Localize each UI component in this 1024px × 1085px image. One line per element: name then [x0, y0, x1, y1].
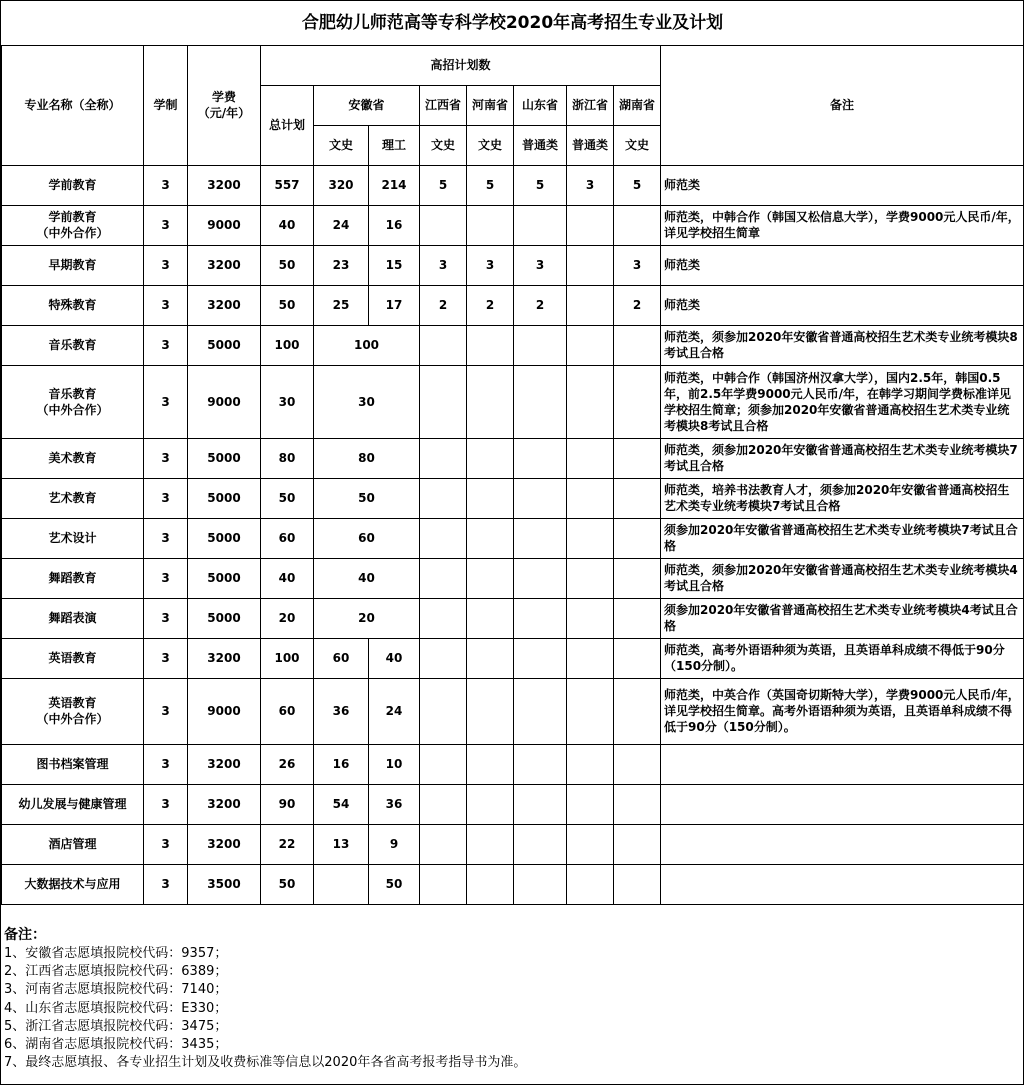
total-plan-cell: 557 [261, 165, 314, 205]
table-row [2, 285, 1024, 325]
hunan-cell [614, 205, 661, 245]
table-row [2, 438, 1024, 478]
years-cell: 3 [144, 165, 188, 205]
henan-cell [467, 744, 514, 784]
shandong-cell [514, 325, 567, 365]
henan-cell [467, 824, 514, 864]
major-name-cell [2, 638, 144, 678]
major-name-cell [2, 438, 144, 478]
table-row [2, 325, 1024, 365]
fee-cell: 3200 [188, 824, 261, 864]
years-cell: 3 [144, 784, 188, 824]
remark-cell: 师范类 [661, 285, 1024, 325]
total-plan-cell: 20 [261, 598, 314, 638]
header-fee [188, 45, 261, 165]
henan-cell: 3 [467, 245, 514, 285]
hunan-cell [614, 478, 661, 518]
major-name-cell [2, 518, 144, 558]
header-zhejiang: 浙江省 [567, 85, 614, 125]
henan-cell [467, 784, 514, 824]
total-plan-cell: 50 [261, 245, 314, 285]
shandong-cell [514, 558, 567, 598]
major-name: 早期教育 [48, 258, 97, 272]
header-years: 学制 [144, 45, 188, 165]
fee-cell: 3200 [188, 638, 261, 678]
table-row [2, 478, 1024, 518]
jiangxi-cell [420, 824, 467, 864]
anhui-ligong-cell: 15 [369, 245, 420, 285]
header-shandong: 山东省 [514, 85, 567, 125]
jiangxi-cell [420, 744, 467, 784]
anhui-merged-cell: 20 [314, 598, 420, 638]
shandong-cell [514, 784, 567, 824]
total-plan-cell: 60 [261, 678, 314, 744]
anhui-merged-cell: 100 [314, 325, 420, 365]
header-hunan: 湖南省 [614, 85, 661, 125]
note-line: 4、山东省志愿填报院校代码：E330； [4, 1000, 228, 1016]
header-zhejiang-putong: 普通类 [567, 125, 614, 165]
table-row [2, 678, 1024, 744]
total-plan-cell: 50 [261, 864, 314, 904]
anhui-wenshi-cell: 25 [314, 285, 369, 325]
table-row [2, 744, 1024, 784]
zhejiang-cell [567, 325, 614, 365]
notes-section [1, 905, 1024, 1072]
years-cell: 3 [144, 824, 188, 864]
henan-cell [467, 325, 514, 365]
remark-cell: 师范类 [661, 165, 1024, 205]
remark-cell [661, 744, 1024, 784]
zhejiang-cell [567, 365, 614, 438]
henan-cell: 5 [467, 165, 514, 205]
henan-cell [467, 638, 514, 678]
remark-cell: 师范类，中英合作（英国奇切斯特大学），学费9000元人民币/年，详见学校招生简章。高考外语语种须为英语，且英语单科成绩不得低于90分（150分制）。 [661, 678, 1024, 744]
header-henan: 河南省 [467, 85, 514, 125]
hunan-cell [614, 438, 661, 478]
remark-cell: 须参加2020年安徽省普通高校招生艺术类专业统考模块7考试且合格 [661, 518, 1024, 558]
total-plan-cell: 100 [261, 325, 314, 365]
years-cell: 3 [144, 638, 188, 678]
table-row [2, 245, 1024, 285]
shandong-cell [514, 478, 567, 518]
anhui-wenshi-cell: 13 [314, 824, 369, 864]
anhui-ligong-cell: 24 [369, 678, 420, 744]
total-plan-cell: 40 [261, 558, 314, 598]
header-fee-line1: 学费 [211, 90, 236, 104]
shandong-cell [514, 365, 567, 438]
fee-cell: 5000 [188, 325, 261, 365]
remark-cell: 师范类，中韩合作（韩国济州汉拿大学），国内2.5年，韩国0.5年，前2.5年学费9000元人民币/年，在韩学习期间学费标准详见学校招生简章；须参加2020年安徽省普通高校招生艺术类专业统考模块8考试且合格 [661, 365, 1024, 438]
shandong-cell [514, 205, 567, 245]
years-cell: 3 [144, 864, 188, 904]
anhui-ligong-cell: 40 [369, 638, 420, 678]
zhejiang-cell [567, 478, 614, 518]
major-name-cell [2, 165, 144, 205]
major-name-cell [2, 365, 144, 438]
zhejiang-cell [567, 824, 614, 864]
years-cell: 3 [144, 365, 188, 438]
henan-cell [467, 678, 514, 744]
shandong-cell [514, 744, 567, 784]
table-row [2, 598, 1024, 638]
anhui-wenshi-cell: 23 [314, 245, 369, 285]
hunan-cell: 3 [614, 245, 661, 285]
years-cell: 3 [144, 478, 188, 518]
shandong-cell: 5 [514, 165, 567, 205]
fee-cell: 3200 [188, 165, 261, 205]
major-name: 舞蹈教育 [48, 571, 97, 585]
anhui-wenshi-cell: 36 [314, 678, 369, 744]
total-plan-cell: 26 [261, 744, 314, 784]
anhui-merged-cell: 50 [314, 478, 420, 518]
major-name: 英语教育 [48, 651, 97, 665]
major-subtitle: （中外合作） [36, 402, 109, 417]
header-jiangxi: 江西省 [420, 85, 467, 125]
note-line: 2、江西省志愿填报院校代码：6389； [4, 964, 228, 980]
jiangxi-cell [420, 518, 467, 558]
hunan-cell [614, 365, 661, 438]
fee-cell: 5000 [188, 438, 261, 478]
header-plan: 高招计划数 [261, 45, 661, 85]
shandong-cell [514, 678, 567, 744]
hunan-cell [614, 558, 661, 598]
anhui-ligong-cell: 36 [369, 784, 420, 824]
major-name-cell [2, 558, 144, 598]
jiangxi-cell [420, 325, 467, 365]
hunan-cell [614, 325, 661, 365]
henan-cell [467, 438, 514, 478]
remark-cell: 师范类，培养书法教育人才，须参加2020年安徽省普通高校招生艺术类专业统考模块7考试且合格 [661, 478, 1024, 518]
hunan-cell: 2 [614, 285, 661, 325]
remark-cell [661, 864, 1024, 904]
header-anhui: 安徽省 [314, 85, 420, 125]
jiangxi-cell: 3 [420, 245, 467, 285]
anhui-ligong-cell: 16 [369, 205, 420, 245]
fee-cell: 3200 [188, 744, 261, 784]
header-major: 专业名称（全称） [2, 45, 144, 165]
major-name-cell [2, 824, 144, 864]
remark-cell: 师范类，须参加2020年安徽省普通高校招生艺术类专业统考模块8考试且合格 [661, 325, 1024, 365]
table-row [2, 784, 1024, 824]
header-hunan-wenshi: 文史 [614, 125, 661, 165]
years-cell: 3 [144, 598, 188, 638]
major-name: 幼儿发展与健康管理 [18, 797, 127, 811]
page-title: 合肥幼儿师范高等专科学校2020年高考招生专业及计划 [2, 1, 1024, 45]
fee-cell: 3200 [188, 784, 261, 824]
zhejiang-cell [567, 864, 614, 904]
hunan-cell [614, 678, 661, 744]
zhejiang-cell: 3 [567, 165, 614, 205]
major-name-cell [2, 325, 144, 365]
major-name: 学前教育 [48, 178, 97, 192]
henan-cell [467, 598, 514, 638]
anhui-wenshi-cell: 24 [314, 205, 369, 245]
fee-cell: 5000 [188, 518, 261, 558]
fee-cell: 3200 [188, 285, 261, 325]
anhui-ligong-cell: 214 [369, 165, 420, 205]
jiangxi-cell [420, 365, 467, 438]
fee-cell: 3200 [188, 245, 261, 285]
fee-cell: 9000 [188, 678, 261, 744]
shandong-cell [514, 598, 567, 638]
remark-cell [661, 784, 1024, 824]
fee-cell: 5000 [188, 478, 261, 518]
major-name: 舞蹈表演 [48, 611, 97, 625]
major-name: 艺术设计 [48, 531, 97, 545]
hunan-cell [614, 864, 661, 904]
fee-cell: 9000 [188, 365, 261, 438]
major-name: 艺术教育 [48, 491, 97, 505]
major-name: 特殊教育 [48, 298, 97, 312]
major-subtitle: （中外合作） [36, 712, 109, 726]
total-plan-cell: 40 [261, 205, 314, 245]
hunan-cell [614, 784, 661, 824]
table-row [2, 864, 1024, 904]
years-cell: 3 [144, 518, 188, 558]
zhejiang-cell [567, 678, 614, 744]
anhui-merged-cell: 80 [314, 438, 420, 478]
major-name: 图书档案管理 [36, 757, 109, 771]
fee-cell: 9000 [188, 205, 261, 245]
years-cell: 3 [144, 245, 188, 285]
total-plan-cell: 22 [261, 824, 314, 864]
jiangxi-cell: 2 [420, 285, 467, 325]
anhui-ligong-cell: 9 [369, 824, 420, 864]
henan-cell: 2 [467, 285, 514, 325]
zhejiang-cell [567, 744, 614, 784]
jiangxi-cell [420, 205, 467, 245]
major-name-cell [2, 598, 144, 638]
anhui-ligong-cell: 50 [369, 864, 420, 904]
anhui-wenshi-cell: 54 [314, 784, 369, 824]
jiangxi-cell: 5 [420, 165, 467, 205]
note-line: 5、浙江省志愿填报院校代码：3475； [4, 1018, 228, 1034]
zhejiang-cell [567, 438, 614, 478]
major-name: 音乐教育 [48, 338, 97, 352]
major-name-cell [2, 678, 144, 744]
shandong-cell [514, 638, 567, 678]
remark-cell: 师范类，须参加2020年安徽省普通高校招生艺术类专业统考模块7考试且合格 [661, 438, 1024, 478]
remark-cell: 师范类，高考外语语种须为英语，且英语单科成绩不得低于90分（150分制）。 [661, 638, 1024, 678]
major-name-cell [2, 245, 144, 285]
note-line: 3、河南省志愿填报院校代码：7140； [4, 982, 228, 998]
major-name: 大数据技术与应用 [24, 877, 121, 891]
major-name-cell [2, 285, 144, 325]
table-row [2, 558, 1024, 598]
major-name-cell [2, 744, 144, 784]
anhui-merged-cell: 30 [314, 365, 420, 438]
henan-cell [467, 365, 514, 438]
hunan-cell: 5 [614, 165, 661, 205]
table-row [2, 518, 1024, 558]
remark-cell: 师范类 [661, 245, 1024, 285]
note-line: 7、最终志愿填报、各专业招生计划及收费标准等信息以2020年各省高考报考指导书为准。 [4, 1055, 527, 1071]
anhui-wenshi-cell: 320 [314, 165, 369, 205]
major-name-cell [2, 784, 144, 824]
major-name-cell [2, 478, 144, 518]
header-anhui-wenshi: 文史 [314, 125, 369, 165]
shandong-cell [514, 824, 567, 864]
major-name-cell [2, 864, 144, 904]
hunan-cell [614, 598, 661, 638]
anhui-ligong-cell: 17 [369, 285, 420, 325]
henan-cell [467, 518, 514, 558]
note-line: 1、安徽省志愿填报院校代码：9357； [4, 946, 228, 961]
shandong-cell: 2 [514, 285, 567, 325]
henan-cell [467, 558, 514, 598]
anhui-merged-cell: 60 [314, 518, 420, 558]
years-cell: 3 [144, 325, 188, 365]
shandong-cell [514, 438, 567, 478]
total-plan-cell: 100 [261, 638, 314, 678]
years-cell: 3 [144, 285, 188, 325]
table-row [2, 824, 1024, 864]
total-plan-cell: 30 [261, 365, 314, 438]
total-plan-cell: 60 [261, 518, 314, 558]
jiangxi-cell [420, 478, 467, 518]
years-cell: 3 [144, 744, 188, 784]
major-name: 音乐教育 [48, 386, 97, 401]
years-cell: 3 [144, 558, 188, 598]
zhejiang-cell [567, 638, 614, 678]
anhui-merged-cell: 40 [314, 558, 420, 598]
remark-cell: 师范类，须参加2020年安徽省普通高校招生艺术类专业统考模块4考试且合格 [661, 558, 1024, 598]
header-henan-wenshi: 文史 [467, 125, 514, 165]
anhui-wenshi-cell: 60 [314, 638, 369, 678]
hunan-cell [614, 638, 661, 678]
major-name: 美术教育 [48, 451, 97, 465]
henan-cell [467, 205, 514, 245]
zhejiang-cell [567, 558, 614, 598]
henan-cell [467, 478, 514, 518]
header-remark: 备注 [661, 45, 1024, 165]
remark-cell: 师范类，中韩合作（韩国又松信息大学），学费9000元人民币/年，详见学校招生简章 [661, 205, 1024, 245]
jiangxi-cell [420, 638, 467, 678]
plan-table [1, 1, 1024, 905]
notes-title: 备注： [4, 927, 46, 943]
table-row [2, 205, 1024, 245]
header-shandong-putong: 普通类 [514, 125, 567, 165]
major-name: 学前教育 [48, 210, 97, 224]
zhejiang-cell [567, 205, 614, 245]
hunan-cell [614, 744, 661, 784]
jiangxi-cell [420, 438, 467, 478]
header-fee-line2: （元/年） [197, 106, 251, 120]
zhejiang-cell [567, 285, 614, 325]
note-line: 6、湖南省志愿填报院校代码：3435； [4, 1037, 228, 1053]
fee-cell: 5000 [188, 558, 261, 598]
years-cell: 3 [144, 678, 188, 744]
remark-cell [661, 824, 1024, 864]
table-row [2, 165, 1024, 205]
fee-cell: 3500 [188, 864, 261, 904]
major-name-cell [2, 205, 144, 245]
major-name: 英语教育 [48, 696, 97, 710]
total-plan-cell: 80 [261, 438, 314, 478]
zhejiang-cell [567, 598, 614, 638]
jiangxi-cell [420, 864, 467, 904]
remark-cell: 须参加2020年安徽省普通高校招生艺术类专业统考模块4考试且合格 [661, 598, 1024, 638]
hunan-cell [614, 518, 661, 558]
anhui-ligong-cell: 10 [369, 744, 420, 784]
jiangxi-cell [420, 598, 467, 638]
anhui-wenshi-cell [314, 864, 369, 904]
hunan-cell [614, 824, 661, 864]
anhui-wenshi-cell: 16 [314, 744, 369, 784]
zhejiang-cell [567, 784, 614, 824]
shandong-cell [514, 864, 567, 904]
jiangxi-cell [420, 784, 467, 824]
jiangxi-cell [420, 558, 467, 598]
total-plan-cell: 50 [261, 478, 314, 518]
header-total: 总计划 [261, 85, 314, 165]
fee-cell: 5000 [188, 598, 261, 638]
shandong-cell [514, 518, 567, 558]
henan-cell [467, 864, 514, 904]
header-jiangxi-wenshi: 文史 [420, 125, 467, 165]
table-row [2, 638, 1024, 678]
total-plan-cell: 50 [261, 285, 314, 325]
major-subtitle: （中外合作） [36, 226, 109, 240]
shandong-cell: 3 [514, 245, 567, 285]
table-row [2, 365, 1024, 438]
jiangxi-cell [420, 678, 467, 744]
zhejiang-cell [567, 245, 614, 285]
header-anhui-ligong: 理工 [369, 125, 420, 165]
years-cell: 3 [144, 205, 188, 245]
zhejiang-cell [567, 518, 614, 558]
total-plan-cell: 90 [261, 784, 314, 824]
years-cell: 3 [144, 438, 188, 478]
major-name: 酒店管理 [48, 837, 97, 851]
